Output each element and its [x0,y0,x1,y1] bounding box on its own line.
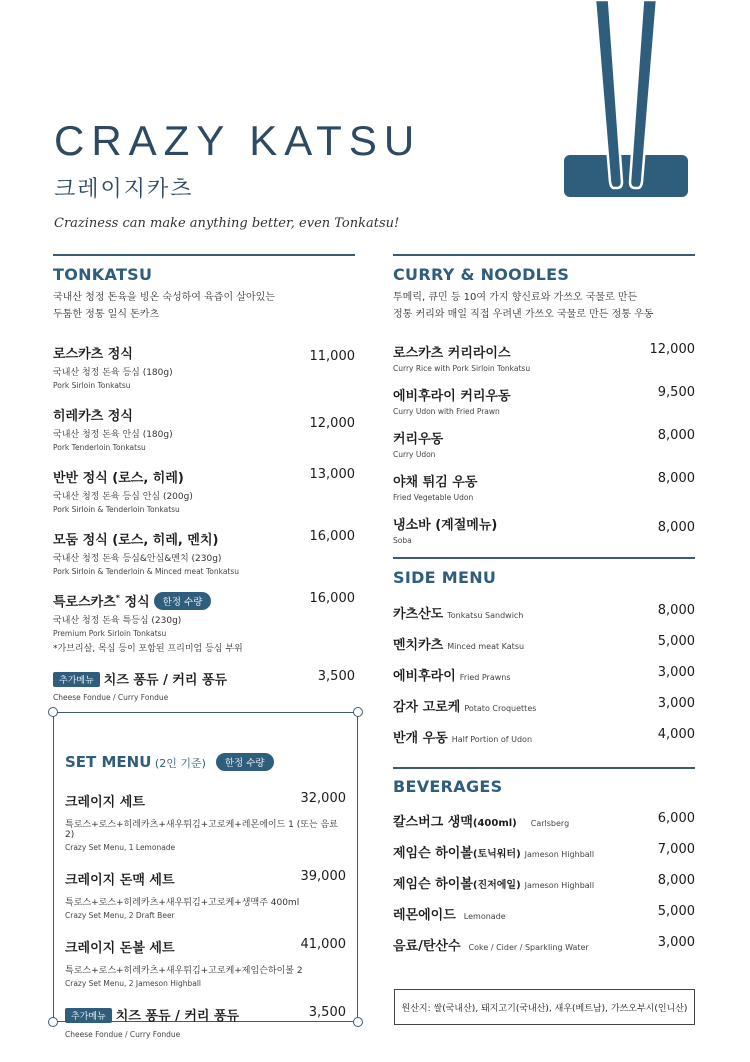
extra-menu-tag: 추가메뉴 [65,1008,112,1023]
menu-item [393,471,695,502]
item-name: 반반 정식 (로스, 히레) [53,471,184,486]
limited-quantity-badge: 한정 수량 [154,592,212,610]
item-price: 5,000 [657,634,695,649]
item-price: 5,000 [657,904,695,919]
tonkatsu-desc-line2: 두툼한 정통 일식 돈카츠 [53,309,160,320]
item-price: 7,000 [657,842,695,857]
extra-menu-item [53,669,355,702]
set-menu-serving-note: (2인 기준) [151,757,206,770]
section-divider [393,557,695,559]
item-name: 로스카츠 커리라이스 [393,346,511,361]
item-english-name: Curry Udon [393,450,436,459]
menu-item [393,385,695,416]
item-english-name: Curry Udon with Fried Prawn [393,407,500,416]
item-price: 8,000 [657,428,695,443]
item-name: 크레이지 세트 [65,795,145,810]
side-menu-title: SIDE MENU [393,568,497,587]
item-price: 8,000 [657,520,695,535]
item-name-text: 치즈 퐁듀 / 커리 퐁듀 [115,1009,240,1024]
corner-ornament [48,707,58,717]
corner-ornament [353,707,363,717]
item-english-name: Pork Sirloin Tonkatsu [53,381,131,390]
item-price: 3,000 [657,696,695,711]
item-english-name: Pork Sirloin & Tenderloin & Minced meat Tonkatsu [53,567,240,576]
item-english-name: Crazy Set Menu, 2 Jameson Highball [65,979,202,988]
item-english-name: Tonkatsu Sandwich [447,611,524,620]
beverages-title: BEVERAGES [393,777,503,796]
beverage-list [393,811,695,966]
item-description: 국내산 청정 돈육 등심 (180g) [53,368,173,378]
item-english-name: Pork Sirloin & Tenderloin Tonkatsu [53,505,180,514]
section-divider [393,254,695,256]
item-price: 32,000 [300,791,346,806]
item-description: 특로스+로스+히레카츠+새우튀김+고로케+제임슨하이볼 2 [65,966,303,976]
origin-notice: 원산지: 쌀(국내산), 돼지고기(국내산), 새우(베트남), 가쓰오부시(인니산) [394,989,695,1025]
item-name: 히레카츠 정식 [53,409,133,424]
item-english-name: Jameson Highball [524,850,595,859]
item-name [65,1005,346,1024]
set-menu-title-text: SET MENU [65,753,152,771]
item-price: 16,000 [309,591,355,606]
menu-item [53,467,355,514]
item-english-name: Curry Rice with Pork Sirloin Tonkatsu [393,364,531,373]
item-name: 멘치카츠 [393,638,444,653]
set-menu-list [65,791,346,1039]
menu-item [393,904,695,935]
item-price: 3,000 [657,935,695,950]
item-english-name: Soba [393,536,412,545]
item-price: 9,500 [657,385,695,400]
item-description: 특로스+로스+히레카츠+새우튀김+고로케+생맥주 400ml [65,898,300,908]
menu-item [393,342,695,373]
section-divider [393,767,695,769]
menu-item [393,514,695,545]
item-price: 3,500 [308,1005,346,1020]
tonkatsu-title: TONKATSU [53,265,153,284]
item-name: 칼스버그 생맥 [393,815,473,830]
item-price: 12,000 [649,342,695,357]
set-menu-box [53,712,358,1039]
item-english-name: Carlsberg [530,819,570,828]
set-menu-title [65,753,274,771]
menu-item [53,405,355,452]
item-price: 4,000 [657,727,695,742]
curry-desc-line1: 투메릭, 큐민 등 10여 가지 향신료와 가쓰오 국물로 만든 [393,292,638,303]
section-divider [53,254,355,256]
item-price: 12,000 [309,416,355,431]
menu-item [393,727,695,758]
item-price: 6,000 [657,811,695,826]
item-english-name: Fried Prawns [459,673,511,682]
menu-item [393,603,695,634]
item-detail: (진저에일) [472,880,521,891]
item-name-text: 치즈 퐁듀 / 커리 퐁듀 [103,673,228,688]
item-footnote-mark: * [115,593,120,603]
curry-title: CURRY & NOODLES [393,265,570,284]
item-detail: (토닉워터) [472,849,521,860]
item-english-name: Crazy Set Menu, 1 Lemonade [65,843,176,852]
menu-item [393,696,695,727]
right-column [393,254,695,966]
item-price: 13,000 [309,467,355,482]
item-description: 국내산 청정 돈육 특등심 (230g) [53,616,182,626]
menu-item [393,873,695,904]
chopsticks-logo-icon [562,0,690,198]
set-menu-item [65,791,346,852]
item-price: 11,000 [309,349,355,364]
menu-item [53,343,355,390]
item-price: 8,000 [657,471,695,486]
item-name: 제임슨 하이볼 [393,877,473,892]
item-footnote: *가브리살, 목심 등이 포함된 프리미엄 등심 부위 [53,644,243,654]
item-name: 제임슨 하이볼 [393,846,473,861]
corner-ornament [353,1017,363,1027]
item-english-name: Half Portion of Udon [451,735,533,744]
item-name: 반개 우동 [393,731,448,746]
item-name: 로스카츠 정식 [53,347,133,362]
item-price: 3,000 [657,665,695,680]
item-name: 야채 튀김 우동 [393,475,478,490]
item-price: 41,000 [300,937,346,952]
menu-item [393,428,695,459]
item-english-name: Jameson Highball [524,881,595,890]
tonkatsu-description [53,289,355,323]
corner-ornament [48,1017,58,1027]
curry-description [393,289,695,323]
set-menu-item [65,937,346,988]
item-english-name: Crazy Set Menu, 2 Draft Beer [65,911,175,920]
menu-item [53,529,355,576]
item-price: 8,000 [657,603,695,618]
item-name: 에비후라이 커리우동 [393,389,511,404]
item-description: 특로스+로스+히레카츠+새우튀김+고로케+레몬에이드 1 (또는 음료 2) [65,820,338,840]
limited-quantity-badge: 한정 수량 [216,753,274,771]
menu-item [393,634,695,665]
item-english-name: Fried Vegetable Udon [393,493,474,502]
item-price: 8,000 [657,873,695,888]
item-price: 16,000 [309,529,355,544]
menu-item [393,665,695,696]
item-description: 국내산 청정 돈육 등심 안심 (200g) [53,492,193,502]
side-menu-list [393,603,695,758]
item-name: 냉소바 (계절메뉴) [393,518,498,533]
item-name: 레몬에이드 [393,908,456,923]
extra-menu-tag: 추가메뉴 [53,672,100,687]
tonkatsu-section [53,254,355,702]
menu-item [393,935,695,966]
tonkatsu-desc-line1: 국내산 청정 돈육을 빙온 숙성하여 육즙이 살아있는 [53,292,275,303]
item-english-name: Potato Croquettes [464,704,537,713]
menu-item [393,811,695,842]
item-name: 에비후라이 [393,669,456,684]
item-name: 커리우동 [393,432,444,447]
extra-menu-item [65,1005,346,1039]
item-english-name: Coke / Cider / Sparkling Water [468,943,589,952]
item-name: 크레이지 돈맥 세트 [65,873,175,888]
item-name: 크레이지 돈볼 세트 [65,941,175,956]
item-english-name: Cheese Fondue / Curry Fondue [53,693,169,702]
item-price: 39,000 [300,869,346,884]
item-english-name: Cheese Fondue / Curry Fondue [65,1030,181,1039]
item-price: 3,500 [317,669,355,684]
item-name: 음료/탄산수 [393,939,461,954]
item-detail: (400ml) [472,818,517,829]
brand-title: CRAZY KATSU [54,117,422,164]
item-description: 국내산 청정 돈육 등심&안심&멘치 (230g) [53,554,222,564]
curry-desc-line2: 정통 커리와 매일 직접 우려낸 가쓰오 국물로 만든 정통 우동 [393,309,654,320]
menu-item [53,591,355,654]
brand-slogan: Craziness can make anything better, even Tonkatsu! [54,216,400,231]
item-english-name: Pork Tenderloin Tonkatsu [53,443,146,452]
item-description: 국내산 청정 돈육 안심 (180g) [53,430,173,440]
menu-item [393,842,695,873]
item-name: 감자 고로케 [393,700,461,715]
item-name: 모둠 정식 (로스, 히레, 멘치) [53,533,219,548]
item-name-suffix: 정식 [119,595,150,610]
item-english-name: Premium Pork Sirloin Tonkatsu [53,629,167,638]
item-name-text: 특로스카츠 [53,595,116,610]
item-name: 카츠산도 [393,607,444,622]
brand-title-korean: 크레이지카츠 [54,177,194,202]
item-english-name: Lemonade [463,912,506,921]
item-english-name: Minced meat Katsu [447,642,525,651]
set-menu-item [65,869,346,920]
item-name [53,669,355,688]
